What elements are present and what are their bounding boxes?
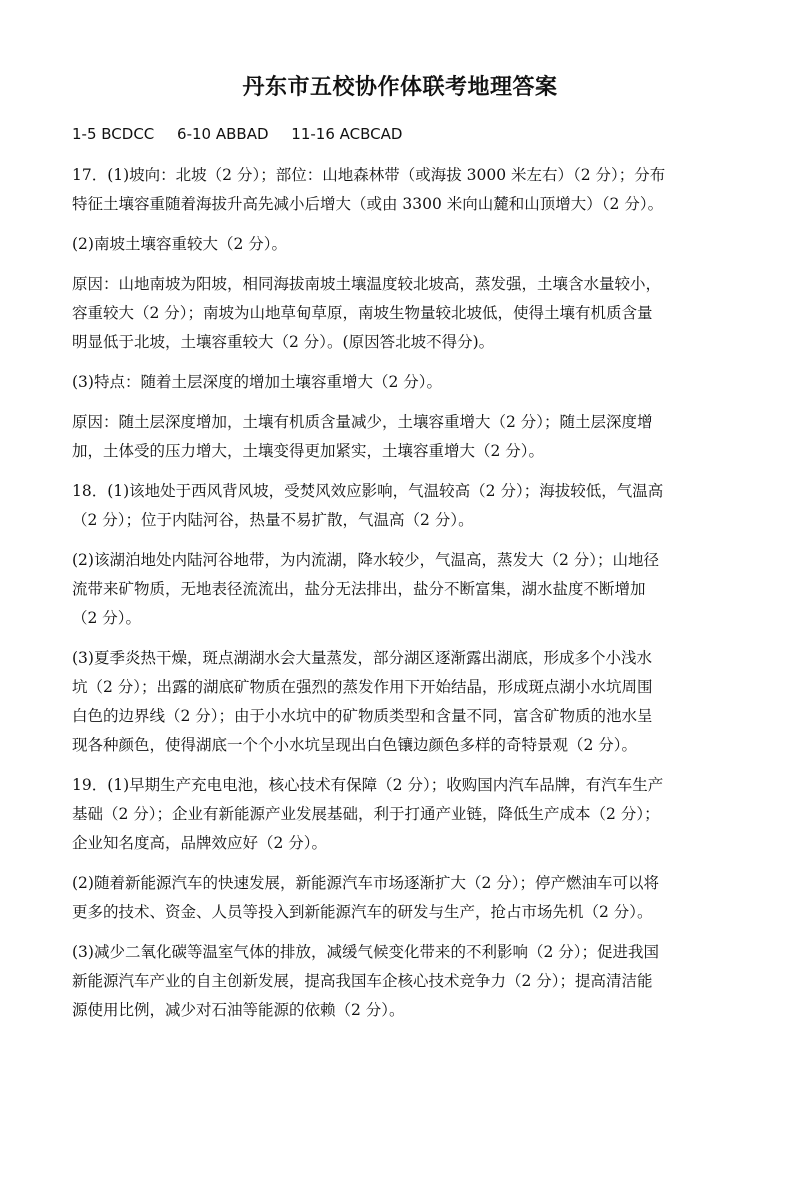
choice-answers-11-16: 11-16 ACBCAD <box>291 125 403 143</box>
answer-body <box>72 120 732 1036</box>
text-line: 坑（2 分）；出露的湖底矿物质在强烈的蒸发作用下开始结晶，形成斑点湖小水坑周围 <box>72 678 653 696</box>
text-line: 企业知名度高，品牌效应好（2 分）。 <box>72 834 328 852</box>
text-line: （2 分）；位于内陆河谷，热量不易扩散，气温高（2 分）。 <box>72 511 474 529</box>
text-line: (2)南坡土壤容重较大（2 分）。 <box>72 235 287 253</box>
text-line: 更多的技术、资金、人员等投入到新能源汽车的研发与生产，抢占市场先机（2 分）。 <box>72 903 653 921</box>
q17-part1 <box>72 161 732 219</box>
text-line: 17．(1)坡向：北坡（2 分）；部位：山地森林带（或海拔 3000 米左右）（2 分）；分布 <box>72 166 666 184</box>
q17-part2 <box>72 230 732 259</box>
text-line: 白色的边界线（2 分）；由于小水坑中的矿物质类型和含量不同，富含矿物质的池水呈 <box>72 707 653 725</box>
q17-part3-reason <box>72 408 732 466</box>
q19-part3 <box>72 938 732 1025</box>
text-line: (2)随着新能源汽车的快速发展，新能源汽车市场逐渐扩大（2 分）；停产燃油车可以将 <box>72 874 659 892</box>
text-line: 特征土壤容重随着海拔升高先减小后增大（或由 3300 米向山麓和山顶增大）（2 分）。 <box>72 195 664 213</box>
text-line: (3)特点：随着土层深度的增加土壤容重增大（2 分）。 <box>72 373 442 391</box>
text-line: 基础（2 分）；企业有新能源产业发展基础，利于打通产业链，降低生产成本（2 分）； <box>72 805 660 823</box>
text-line: 容重较大（2 分）；南坡为山地草甸草原，南坡生物量较北坡低，使得土壤有机质含量 <box>72 304 653 322</box>
q19-part2 <box>72 869 732 927</box>
text-line: 新能源汽车产业的自主创新发展，提高我国车企核心技术竞争力（2 分）；提高清洁能 <box>72 972 653 990</box>
q17-part3 <box>72 368 732 397</box>
text-line: 流带来矿物质，无地表径流流出，盐分无法排出，盐分不断富集，湖水盐度不断增加 <box>72 580 646 598</box>
choice-answers-6-10: 6-10 ABBAD <box>177 125 269 143</box>
text-line: 源使用比例，减少对石油等能源的依赖（2 分）。 <box>72 1001 405 1019</box>
q18-part1 <box>72 477 732 535</box>
text-line: （2 分）。 <box>72 609 142 627</box>
q19-part1 <box>72 771 732 858</box>
q17-part2-reason <box>72 270 732 357</box>
text-line: (3)夏季炎热干燥，斑点湖湖水会大量蒸发，部分湖区逐渐露出湖底，形成多个小浅水 <box>72 649 652 667</box>
page-title: 丹东市五校协作体联考地理答案 <box>242 75 558 100</box>
q18-part3 <box>72 644 732 760</box>
text-line: (3)减少二氧化碳等温室气体的排放，减缓气候变化带来的不利影响（2 分）；促进我国 <box>72 943 659 961</box>
q18-part2 <box>72 546 732 633</box>
text-line: 明显低于北坡，土壤容重较大（2 分）。(原因答北坡不得分)。 <box>72 333 495 351</box>
text-line: 原因：随土层深度增加，土壤有机质含量减少，土壤容重增大（2 分）；随土层深度增 <box>72 413 653 431</box>
text-line: 加，土体受的压力增大，土壤变得更加紧实，土壤容重增大（2 分）。 <box>72 442 545 460</box>
choice-answers <box>72 120 732 149</box>
text-line: 19．(1)早期生产充电电池，核心技术有保障（2 分）；收购国内汽车品牌，有汽车生产 <box>72 776 664 794</box>
text-line: 现各种颜色，使得湖底一个个小水坑呈现出白色镶边颜色多样的奇特景观（2 分）。 <box>72 736 638 754</box>
text-line: 18．(1)该地处于西风背风坡，受焚风效应影响，气温较高（2 分）；海拔较低，气温高 <box>72 482 664 500</box>
text-line: 原因：山地南坡为阳坡，相同海拔南坡土壤温度较北坡高，蒸发强，土壤含水量较小， <box>72 275 662 293</box>
text-line: (2)该湖泊地处内陆河谷地带，为内流湖，降水较少，气温高，蒸发大（2 分）；山地径 <box>72 551 659 569</box>
choice-answers-1-5: 1-5 BCDCC <box>72 125 155 143</box>
